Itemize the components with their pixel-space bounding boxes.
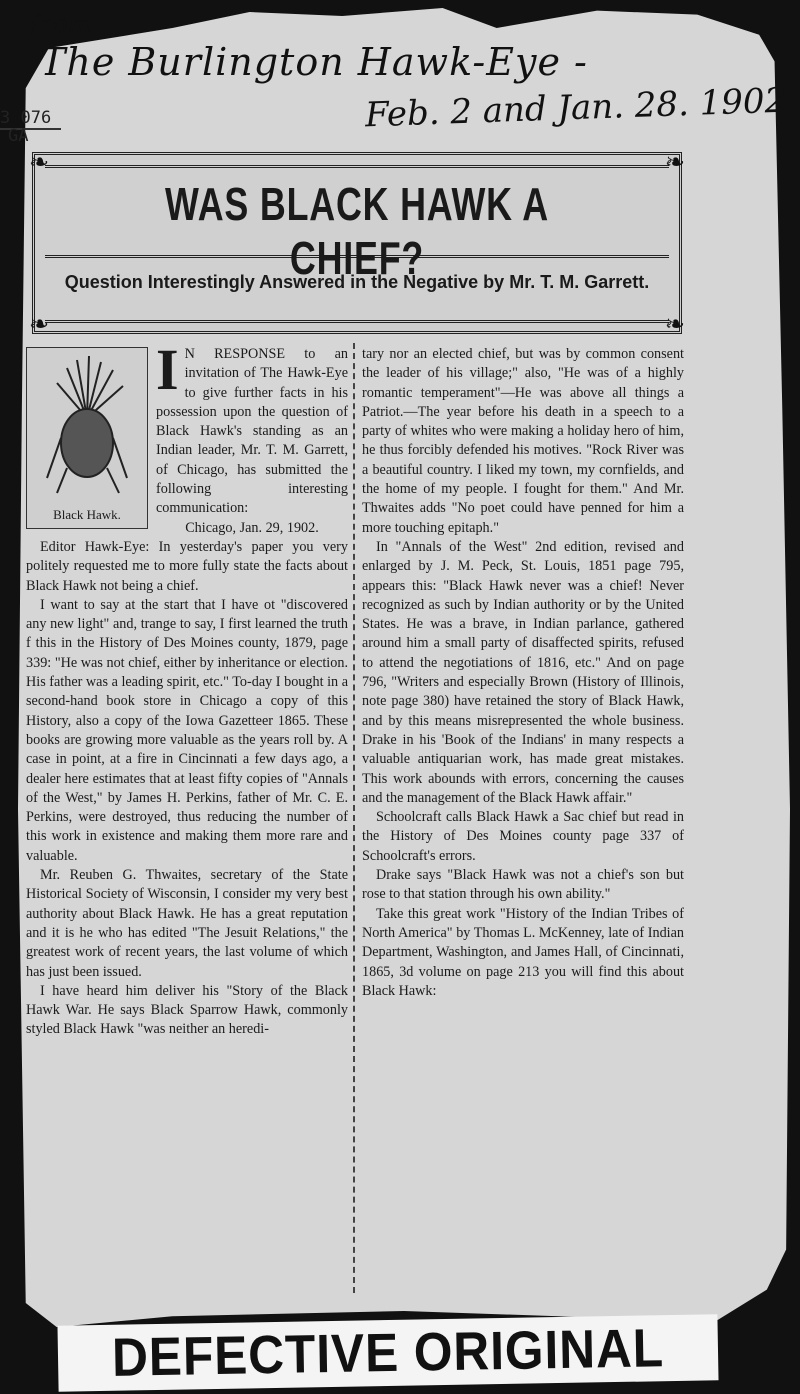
- handwritten-dates: Feb. 2 and Jan. 28. 1902: [364, 80, 787, 136]
- paragraph: Schoolcraft calls Black Hawk a Sac chief but read in the History of Des Moines county page 337 of Schoolcraft's errors.: [362, 809, 684, 864]
- paragraph: I want to say at the start that I have ot "discovered any new light" and, trange to say, I first learned the truth f this in the History of Des Moines county, 1879, page 339: "He was not chief, either by inheritance or election. His father was a leading spirit, etc." To-day I bought in a second-hand book store in Chicago a copy of this History, also a copy of the Iowa Gazetteer 1865. These books are growing more valuable as the years roll by. A case in point, at a fire in Cincinnati a few days ago, a dealer here estimates that at least fifty copies of "Annals of the West," by James H. Perkins, father of Mr. C. E. Perkins, were destroyed, thus reducing the number of this work in existence and making them more rare and valuable.: [26, 596, 348, 864]
- ornamental-rule: [45, 320, 669, 323]
- defective-original-label: [57, 1314, 718, 1392]
- headline: WAS BLACK HAWK A CHIEF?: [165, 178, 549, 284]
- scroll-ornament-icon: ❧: [664, 312, 685, 338]
- defective-original-text: DEFECTIVE ORIGINAL: [111, 1318, 665, 1388]
- black-hawk-portrait: [26, 347, 148, 529]
- archive-number-stamp: 3 076: [0, 108, 61, 130]
- article-column-right: [362, 345, 684, 1001]
- paragraph: I have heard him deliver his "Story of the Black Hawk War. He says Black Sparrow Hawk, commonly styled Black Hawk "was neither an heredi-: [26, 982, 348, 1038]
- column-divider: [353, 343, 356, 1293]
- subheadline: Question Interestingly Answered in the Negative by Mr. T. M. Garrett.: [64, 272, 650, 292]
- article-column-left: [26, 337, 348, 1040]
- scroll-ornament-icon: ❧: [29, 150, 50, 176]
- paragraph: In "Annals of the West" 2nd edition, revised and enlarged by J. M. Peck, St. Louis, 1851 page 795, appears this: "Black Hawk never was a chief! Never recognized as such by Indian authority or by the United States. He was a brave, in Indian parlance, gathered around him a small party of disaffected spirits, refused to attend the negotiations of 1816, etc." And on page 796, "Writers and especially Brown (History of Illinois, note page 380) have retained the story of Black Hawk, and by this means misrepresented the whole business. Drake in his 'Book of the Indians' in many respects a valuable antiquarian work, has made great mistakes. This work abounds with errors, concerning the causes and the management of the Black Hawk affair.": [362, 538, 684, 806]
- portrait-engraving-icon: [27, 348, 147, 498]
- paragraph: tary nor an elected chief, but was by common consent the leader of his village;" also, "He was of a highly romantic temperament"—He was above all things a Patriot.—The year before his death in a speech to a party of whites who were making a holiday hero of him, he thus forcibly defended his motives. "Rock River was a beautiful country. I liked my town, my cornfields, and the home of my people. I fought for them." And Mr. Thwaites adds "No poet could have penned for him a more touching epitaph.": [362, 346, 684, 536]
- ornamental-rule: [45, 165, 669, 168]
- scroll-ornament-icon: ❧: [664, 150, 685, 176]
- dateline: Chicago, Jan. 29, 1902.: [185, 519, 319, 536]
- portrait-caption: Black Hawk.: [53, 506, 121, 522]
- handwritten-from: from -: [30, 10, 110, 40]
- intro-paragraph: I N RESPONSE to an invitation of The Hawk-Eye to give further facts in his possession upon the question of Black Hawk's standing as an Indian leader, Mr. T. M. Garrett, of Chicago, has submitted the following interesting communication:: [156, 337, 348, 517]
- paragraph: Drake says "Black Hawk was not a chief's son but rose to that station through his own ability.": [362, 867, 684, 903]
- headline-box: [29, 150, 685, 338]
- scroll-ornament-icon: ❧: [29, 312, 50, 338]
- archive-code-stamp: GA: [8, 126, 29, 146]
- drop-cap: I: [156, 337, 179, 402]
- paragraph: Mr. Reuben G. Thwaites, secretary of the State Historical Society of Wisconsin, I consider my very best authority about Black Hawk. He has a great reputation and it is he who has edited "The Jesuit Relations," the greatest work of recent years, the last volume of which has just been issued.: [26, 867, 348, 980]
- paragraph: Editor Hawk-Eye: In yesterday's paper you very politely requested me to more fully state the facts about Black Hawk not being a chief.: [26, 538, 348, 594]
- paragraph: Take this great work "History of the Indian Tribes of North America" by Thomas L. McKenney, late of Indian Department, Washington, and James Hall, of Cincinnati, 1865, 3d volume on page 213 you will find this about Black Hawk:: [362, 905, 684, 999]
- handwritten-source: The Burlington Hawk-Eye -: [40, 40, 588, 84]
